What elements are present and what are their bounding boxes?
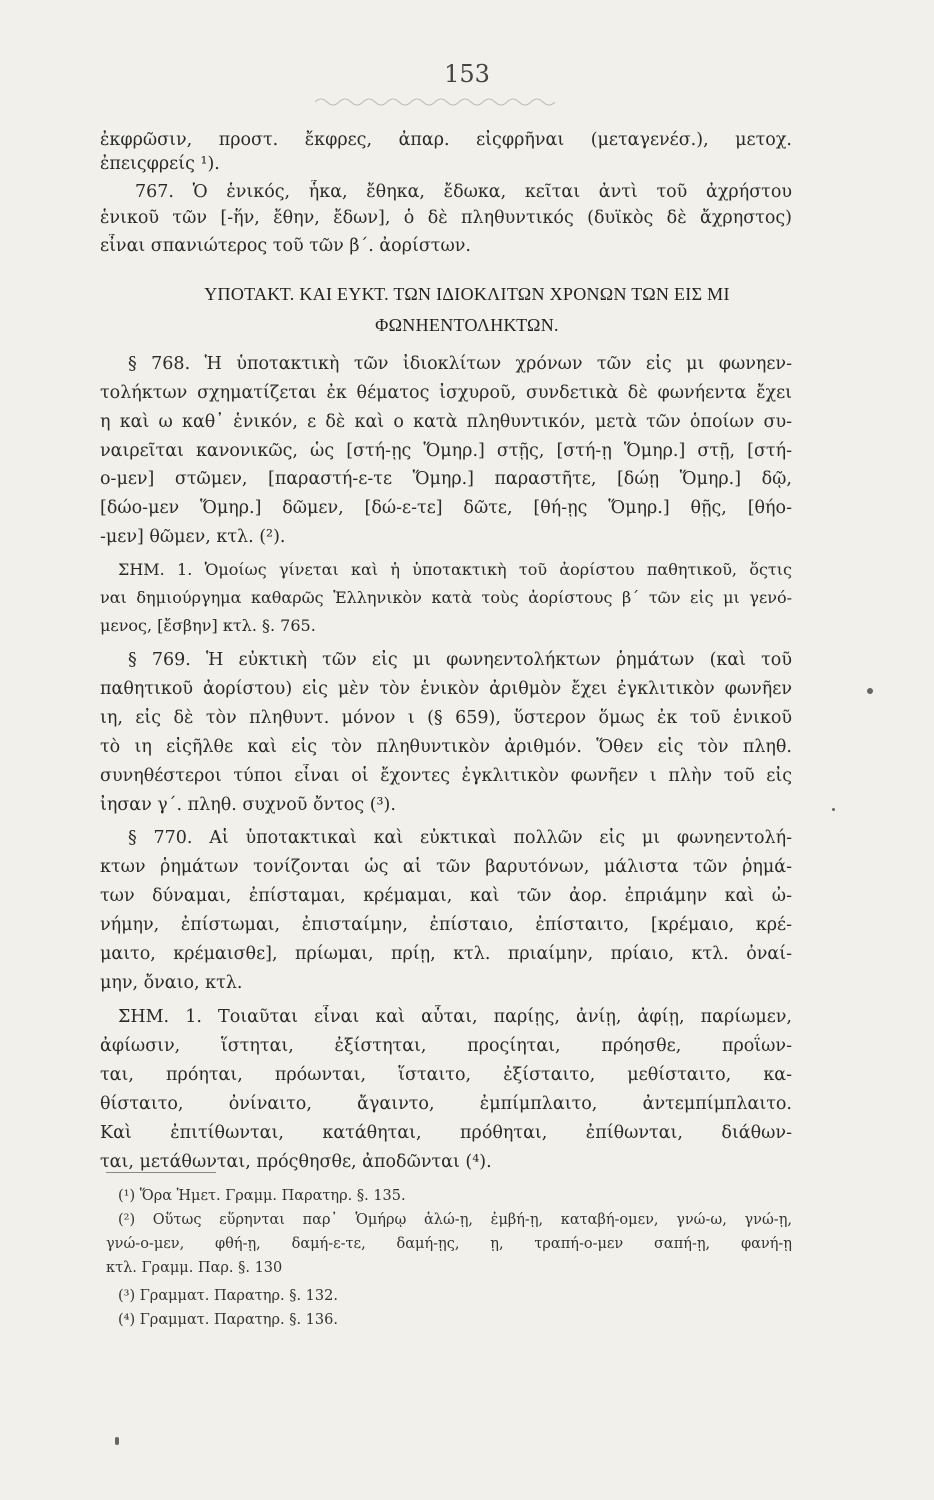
text-line: ναιρεῖται κανονικῶς, ὡς [στή-ῃς Ὅμηρ.] στῇς, [στή-ῃ Ὅμηρ.] στῇ, [στή- <box>100 441 792 461</box>
text-line: ιη, εἰς δὲ τὸν πληθυντ. μόνον ι (§ 659), ὕστερον ὅμως ἐκ τοῦ ἑνικοῦ <box>100 708 792 728</box>
paragraph-768-start: § 768. Ἡ ὑποτακτικὴ τῶν ἰδιοκλίτων χρόνων τῶν εἰς μι φωνηεν- <box>128 354 792 374</box>
paragraph-769-start: § 769. Ἡ εὐκτικὴ τῶν εἰς μι φωνηεντολήκτων ῥημάτων (καὶ τοῦ <box>128 650 792 670</box>
section-heading-continued: ΦΩΝΗΕΝΤΟΛΗΚΤΩΝ. <box>375 315 559 335</box>
text-line: ἀφίωσιν, ἵστηται, ἐξίστηται, προςίηται, πρόησθε, προΐων- <box>100 1036 792 1056</box>
note-1-start: ΣΗΜ. 1. Ὁμοίως γίνεται καὶ ἡ ὑποτακτικὴ τοῦ ἀορίστου παθητικοῦ, ὅςτις <box>118 560 792 579</box>
text-line: εἶναι σπανιώτερος τοῦ τῶν β΄. ἀορίστων. <box>100 236 471 256</box>
footnote-1: (¹) Ὅρα Ἡμετ. Γραμμ. Παρατηρ. §. 135. <box>118 1188 406 1204</box>
text-line: μενος, [ἔσβην] κτλ. §. 765. <box>100 616 316 635</box>
text-line: ἑνικοῦ τῶν [-ἥν, ἔθην, ἔδων], ὁ δὲ πληθυντικός (δυϊκὸς δὲ ἄχρηστος) <box>100 208 792 228</box>
footnote-3: (³) Γραμματ. Παρατηρ. §. 132. <box>118 1288 338 1304</box>
note-2-start: ΣΗΜ. 1. Τοιαῦται εἶναι καὶ αὗται, παρίῃς, ἀνίῃ, ἀφίῃ, παρίωμεν, <box>118 1007 792 1027</box>
text-line: κτων ῥημάτων τονίζονται ὡς αἱ τῶν βαρυτόνων, μάλιστα τῶν ῥημά- <box>100 857 792 877</box>
footnote-2: (²) Οὕτως εὕρηνται παρ᾽ Ὁμήρῳ ἁλώ-ῃ, ἐμβή-ῃ, καταβή-ομεν, γνώ-ω, γνώ-ῃ, <box>118 1212 792 1228</box>
text-line: τὸ ιη εἰςῆλθε καὶ εἰς τὸν πληθυντικὸν ἀριθμόν. Ὅθεν εἰς τὸν πληθ. <box>100 737 792 757</box>
scan-speck <box>867 688 873 694</box>
section-heading: ΥΠΟΤΑΚΤ. ΚΑΙ ΕΥΚΤ. ΤΩΝ ΙΔΙΟΚΛΙΤΩΝ ΧΡΟΝΩΝ ΤΩΝ ΕΙΣ ΜΙ <box>204 284 730 304</box>
text-line: η καὶ ω καθ᾽ ἑνικόν, ε δὲ καὶ ο κατὰ πληθυντικόν, μετὰ τῶν ὁποίων συ- <box>100 412 792 432</box>
text-line: τολήκτων σχηματίζεται ἐκ θέματος ἰσχυροῦ, συνδετικὰ δὲ φωνήεντα ἔχει <box>100 383 792 403</box>
page-number: 153 <box>444 60 490 88</box>
text-line: συνηθέστεροι τύποι εἶναι οἱ ἔχοντες ἐγκλιτικὸν φωνῆεν ι πλὴν τοῦ εἰς <box>100 766 792 786</box>
text-line: μαιτο, κρέμαισθε], πρίωμαι, πρίῃ, κτλ. πριαίμην, πρίαιο, κτλ. ὀναί- <box>100 944 792 964</box>
text-line: θίσταιτο, ὀνίναιτο, ἄγαιντο, ἐμπίμπλαιτο, ἀντεμπίμπλαιτο. <box>100 1094 792 1114</box>
text-line: [δώο-μεν Ὅμηρ.] δῶμεν, [δώ-ε-τε] δῶτε, [θή-ῃς Ὅμηρ.] θῇς, [θήο- <box>100 498 792 518</box>
text-line: ναι δημιούργημα καθαρῶς Ἑλληνικὸν κατὰ τοὺς ἀορίστους β΄ τῶν εἰς μι γενό- <box>100 588 792 607</box>
scan-speck <box>115 1437 119 1445</box>
text-line: ἐκφρῶσιν, προστ. ἔκφρες, ἀπαρ. εἰςφρῆναι (μεταγενέσ.), μετοχ. <box>100 130 792 150</box>
text-line: ο-μεν] στῶμεν, [παραστή-ε-τε Ὅμηρ.] παραστῆτε, [δώῃ Ὅμηρ.] δῷ, <box>100 469 792 489</box>
footnote-2-continued: κτλ. Γραμμ. Παρ. §. 130 <box>106 1260 283 1276</box>
text-line: ται, πρόηται, πρόωνται, ἵσταιτο, ἐξίσταιτο, μεθίσταιτο, κα- <box>100 1065 792 1085</box>
text-line: ἐπειςφρείς ¹). <box>100 154 220 174</box>
footnote-rule <box>106 1172 216 1173</box>
text-line: μην, ὄναιο, κτλ. <box>100 973 243 993</box>
text-line: -μεν] θῶμεν, κτλ. (²). <box>100 527 286 547</box>
text-line: ἰησαν γ΄. πληθ. συχνοῦ ὄντος (³). <box>100 795 396 815</box>
scan-speck <box>832 808 835 811</box>
text-line: ται, μετάθωνται, πρόςθησθε, ἀποδῶνται (⁴). <box>100 1152 492 1172</box>
paragraph-767-start: 767. Ὁ ἑνικός, ἧκα, ἔθηκα, ἔδωκα, κεῖται ἀντὶ τοῦ ἀχρήστου <box>135 182 792 202</box>
footnote-2-continued: γνώ-ο-μεν, φθή-ῃ, δαμή-ε-τε, δαμή-ῃς, ῃ, τραπή-ο-μεν σαπή-ῃ, φανή-ῃ <box>106 1236 792 1252</box>
text-line: των δύναμαι, ἐπίσταμαι, κρέμαμαι, καὶ τῶν ἀορ. ἐπριάμην καὶ ὠ- <box>100 886 792 906</box>
footnote-4: (⁴) Γραμματ. Παρατηρ. §. 136. <box>118 1312 338 1328</box>
text-line: νήμην, ἐπίστωμαι, ἐπισταίμην, ἐπίσταιο, ἐπίσταιτο, [κρέμαιο, κρέ- <box>100 915 792 935</box>
text-line: παθητικοῦ ἀορίστου) εἰς μὲν τὸν ἑνικὸν ἀριθμὸν ἔχει ἐγκλιτικὸν φωνῆεν <box>100 679 792 699</box>
page-ornament-icon <box>315 96 555 108</box>
text-line: Καὶ ἐπιτίθωνται, κατάθηται, πρόθηται, ἐπίθωνται, διάθων- <box>100 1123 792 1143</box>
paragraph-770-start: § 770. Αἱ ὑποτακτικαὶ καὶ εὐκτικαὶ πολλῶν εἰς μι φωνηεντολή- <box>128 828 792 848</box>
